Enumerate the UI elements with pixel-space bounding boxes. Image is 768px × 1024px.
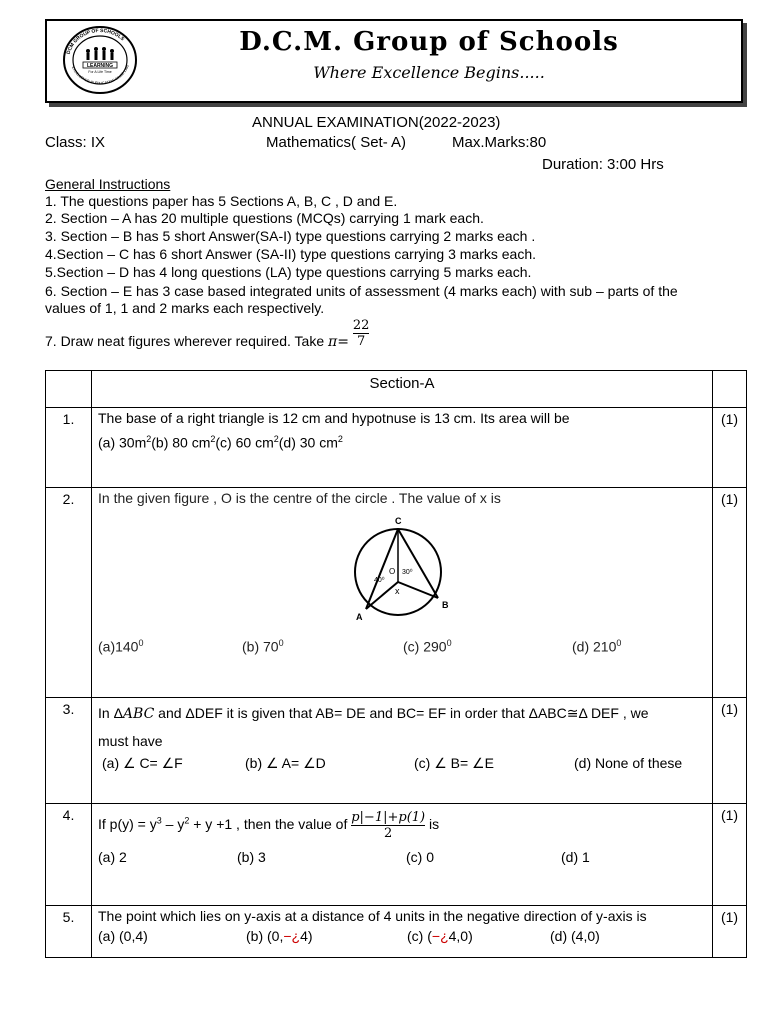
- option-c-text: (c) (: [407, 928, 432, 944]
- option-a: (a) (0,4): [98, 928, 148, 944]
- exam-duration: Duration: 3:00 Hrs: [542, 156, 664, 173]
- option-a: (a) ∠ C= ∠F: [102, 755, 183, 771]
- questions-table: [45, 370, 747, 958]
- option-a: (a) 30m: [98, 434, 147, 451]
- option-d: (d) 30 cm: [278, 434, 338, 451]
- question-body: [92, 698, 713, 804]
- svg-text:LEARNING: LEARNING: [86, 63, 114, 69]
- section-header-row: [46, 371, 747, 408]
- question-text-part: is: [429, 816, 440, 833]
- question-number: 2.: [46, 488, 92, 698]
- svg-text:x: x: [395, 586, 400, 596]
- instruction-7: [45, 318, 369, 349]
- option-a-text: (a)140: [98, 638, 139, 655]
- superscript: 2: [337, 434, 343, 444]
- option-c-text: 4,0): [448, 928, 473, 944]
- option-b: [246, 928, 313, 944]
- superscript: 3: [156, 815, 162, 826]
- option-c-text: (c) 290: [403, 638, 447, 655]
- svg-text:For A Life Time: For A Life Time: [88, 70, 112, 74]
- triangle-name: ABC: [122, 706, 155, 722]
- svg-text:C: C: [395, 516, 402, 526]
- instruction-6: 6. Section – E has 3 case based integrated units of assessment (4 marks each) with sub – parts of the: [45, 283, 678, 299]
- svg-text:40⁰: 40⁰: [374, 577, 385, 584]
- question-text-part: – y: [161, 816, 185, 833]
- option-c: [403, 638, 452, 655]
- pi-symbol: π=: [328, 334, 349, 351]
- question-text-line2: must have: [98, 733, 163, 749]
- option-a: (a) 2: [98, 849, 127, 865]
- option-d: (d) None of these: [574, 755, 683, 771]
- option-d: [572, 638, 621, 655]
- school-name: D.C.M. Group of Schools: [239, 27, 619, 57]
- question-body: [92, 488, 713, 698]
- svg-text:EXCELLENCE IN EDUCATION SINCE: EXCELLENCE IN EDUCATION SINCE 1995: [70, 64, 130, 86]
- question-body: [92, 906, 713, 958]
- instruction-2: 2. Section – A has 20 multiple questions (MCQs) carrying 1 mark each.: [45, 210, 484, 226]
- instruction-3: 3. Section – B has 5 short Answer(SA-I) type questions carrying 2 marks each .: [45, 228, 536, 244]
- instructions-heading: General Instructions: [45, 176, 171, 192]
- section-header-blank: [46, 371, 92, 408]
- option-d: (d) (4,0): [550, 928, 600, 944]
- option-d: (d) 1: [561, 849, 590, 865]
- exam-max-marks: Max.Marks:80: [452, 134, 547, 151]
- question-number: 5.: [46, 906, 92, 958]
- option-b-text: (b) 70: [242, 638, 279, 655]
- option-b-text: (b) (0,: [246, 928, 284, 944]
- superscript: 0: [278, 638, 284, 648]
- option-b-text: 4): [300, 928, 313, 944]
- svg-text:A: A: [356, 612, 363, 622]
- question-row-3: [46, 698, 747, 804]
- exam-class: Class: IX: [45, 134, 106, 151]
- question-text: The base of a right triangle is 12 cm and hypotnuse is 13 cm. Its area will be: [98, 410, 570, 426]
- option-a: [98, 638, 143, 655]
- question-text-part: + y +1 , then the value of: [189, 816, 348, 833]
- question-text-part: and ΔDEF it is given that AB= DE and BC= EF in order that ΔABC≅Δ DEF , we: [154, 705, 649, 721]
- fraction-numerator: p|−1|+p(1): [351, 810, 426, 825]
- question-text: In the given figure , O is the centre of the circle . The value of x is: [98, 490, 501, 506]
- school-header: [45, 19, 743, 103]
- question-row-1: [46, 408, 747, 488]
- question-text: [98, 810, 706, 841]
- instruction-1: 1. The questions paper has 5 Sections A, B, C , D and E.: [45, 193, 398, 209]
- question-marks: (1): [713, 408, 747, 488]
- question-number: 3.: [46, 698, 92, 804]
- option-b: (b) ∠ A= ∠D: [245, 755, 326, 771]
- question-options: [98, 638, 706, 658]
- instruction-6-cont: values of 1, 1 and 2 marks each respectively.: [45, 300, 325, 316]
- option-b-symbol: −¿: [283, 928, 301, 944]
- question-text-part: If p(y) = y: [98, 816, 157, 833]
- option-c-symbol: −¿: [431, 928, 449, 944]
- question-number: 1.: [46, 408, 92, 488]
- school-motto: Where Excellence Begins.....: [313, 63, 545, 82]
- svg-text:B: B: [442, 600, 449, 610]
- question-body: [92, 804, 713, 906]
- section-title: Section-A: [92, 371, 713, 408]
- question-row-4: [46, 804, 747, 906]
- option-c: (c) ∠ B= ∠E: [414, 755, 494, 771]
- svg-text:30⁰: 30⁰: [402, 569, 413, 576]
- option-c: (c) 0: [406, 849, 434, 865]
- question-row-5: [46, 906, 747, 958]
- option-b: (b) 3: [237, 849, 266, 865]
- exam-title: ANNUAL EXAMINATION(2022-2023): [252, 114, 501, 131]
- question-options: [98, 434, 706, 451]
- question-text: [98, 700, 706, 755]
- instruction-7-text: 7. Draw neat figures wherever required. Take: [45, 333, 325, 350]
- superscript: 0: [138, 638, 144, 648]
- question-options: [98, 755, 706, 775]
- exam-subject: Mathematics( Set- A): [266, 134, 407, 151]
- option-b: [242, 638, 284, 655]
- svg-text:DCM GROUP OF SCHOOLS: DCM GROUP OF SCHOOLS: [65, 27, 126, 56]
- section-header-blank-marks: [713, 371, 747, 408]
- instruction-4: 4.Section – C has 6 short Answer (SA-II) type questions carrying 3 marks each.: [45, 246, 536, 262]
- pi-fraction: [353, 318, 370, 349]
- pi-denominator: 7: [353, 333, 370, 349]
- question-options: [98, 849, 706, 869]
- superscript: 2: [184, 815, 190, 826]
- option-c: (c) 60 cm: [215, 434, 274, 451]
- question-text-part: In Δ: [98, 705, 123, 721]
- expression-fraction: [351, 810, 425, 841]
- pi-numerator: 22: [352, 318, 370, 333]
- fraction-denominator: 2: [351, 825, 425, 841]
- svg-text:O: O: [389, 567, 396, 576]
- superscript: 0: [446, 638, 452, 648]
- question-marks: (1): [713, 698, 747, 804]
- question-marks: (1): [713, 804, 747, 906]
- superscript: 2: [210, 434, 216, 444]
- superscript: 2: [146, 434, 152, 444]
- instruction-5: 5.Section – D has 4 long questions (LA) type questions carrying 5 marks each.: [45, 264, 532, 280]
- circle-figure: [348, 512, 468, 622]
- question-marks: (1): [713, 906, 747, 958]
- question-body: [92, 408, 713, 488]
- superscript: 2: [273, 434, 279, 444]
- question-options: [98, 928, 706, 948]
- question-row-2: [46, 488, 747, 698]
- question-marks: (1): [713, 488, 747, 698]
- option-b: (b) 80 cm: [151, 434, 211, 451]
- option-c: [407, 928, 473, 944]
- superscript: 0: [616, 638, 622, 648]
- question-number: 4.: [46, 804, 92, 906]
- question-text: The point which lies on y-axis at a distance of 4 units in the negative direction of y-axis is: [98, 908, 647, 924]
- option-d-text: (d) 210: [572, 638, 617, 655]
